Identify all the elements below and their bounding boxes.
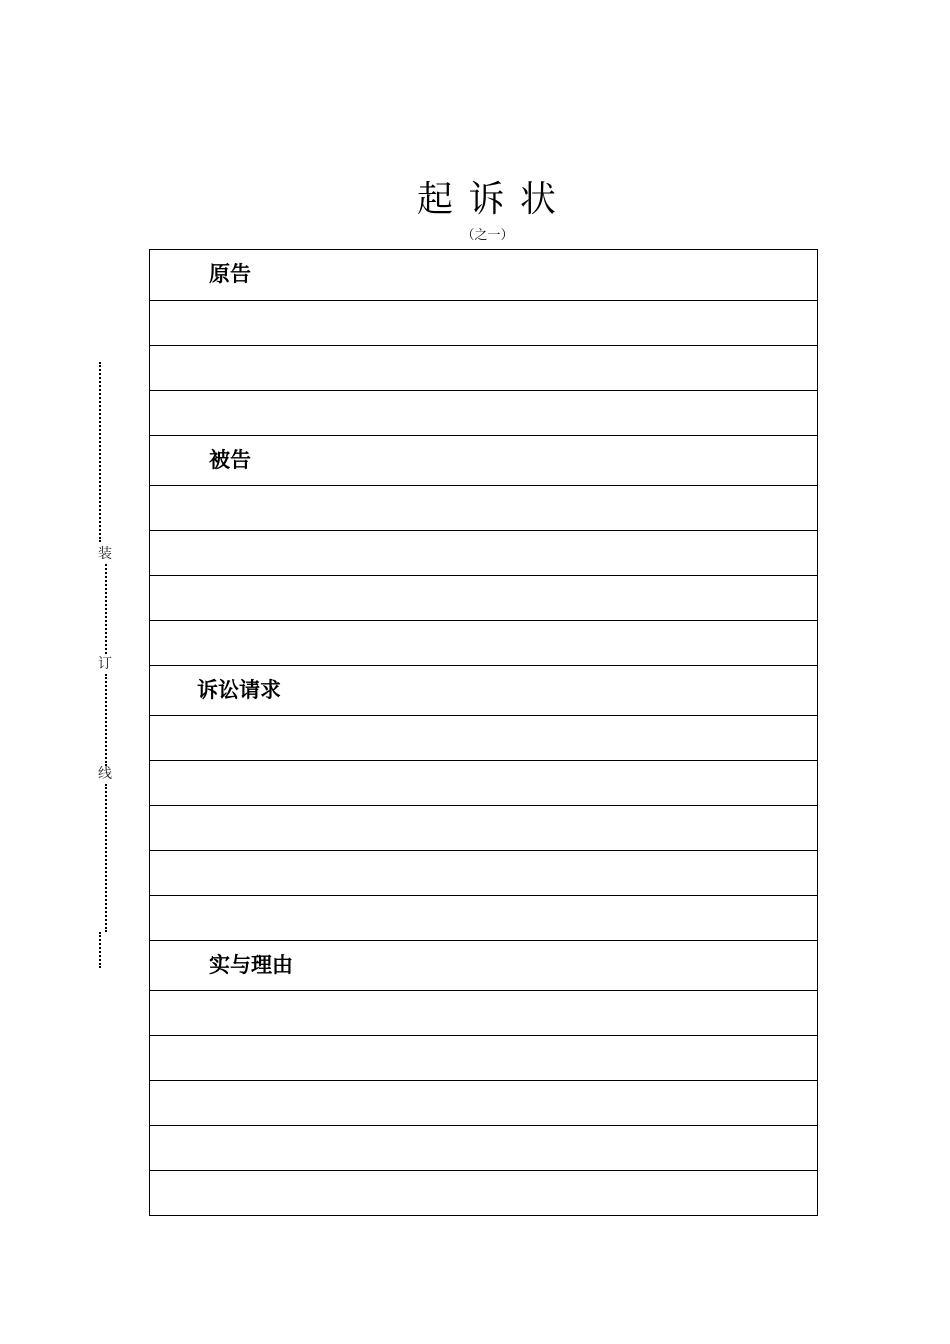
- facts-entry-row[interactable]: [150, 990, 817, 1035]
- section-header-facts-reasons: [150, 940, 817, 990]
- section-label-plaintiff: 原告: [209, 262, 251, 286]
- plaintiff-entry-row[interactable]: [150, 345, 817, 390]
- binding-dots-mid1: [105, 564, 107, 654]
- claims-entry-row[interactable]: [150, 715, 817, 760]
- plaintiff-entry-row[interactable]: [150, 390, 817, 435]
- claims-entry-row[interactable]: [150, 805, 817, 850]
- binding-dots-bottom: [105, 784, 107, 932]
- claims-entry-row[interactable]: [150, 850, 817, 895]
- facts-entry-row[interactable]: [150, 1125, 817, 1170]
- document-subtitle: （之一）: [461, 228, 514, 243]
- document-title: 起 诉 状: [417, 179, 558, 220]
- defendant-entry-row[interactable]: [150, 575, 817, 620]
- claims-entry-row[interactable]: [150, 895, 817, 940]
- claims-entry-row[interactable]: [150, 760, 817, 805]
- binding-char-xian: 线: [98, 766, 112, 782]
- section-label-claims: 诉讼请求: [197, 678, 281, 702]
- section-header-plaintiff: [150, 250, 817, 300]
- facts-entry-row[interactable]: [150, 1170, 817, 1215]
- defendant-entry-row[interactable]: [150, 530, 817, 575]
- binding-char-zhuang: 装: [98, 546, 112, 562]
- section-header-claims: [150, 665, 817, 715]
- section-header-defendant: [150, 435, 817, 485]
- binding-char-ding: 订: [98, 656, 112, 672]
- section-label-defendant: 被告: [209, 448, 251, 472]
- section-label-facts-reasons: 实与理由: [209, 953, 293, 977]
- complaint-form-table: [149, 249, 818, 1216]
- binding-dots-mid2: [105, 674, 107, 766]
- binding-dots-tail: [99, 932, 101, 968]
- binding-line: [92, 362, 116, 968]
- defendant-entry-row[interactable]: [150, 620, 817, 665]
- facts-entry-row[interactable]: [150, 1080, 817, 1125]
- facts-entry-row[interactable]: [150, 1035, 817, 1080]
- defendant-entry-row[interactable]: [150, 485, 817, 530]
- plaintiff-entry-row[interactable]: [150, 300, 817, 345]
- binding-dots-top: [99, 362, 101, 542]
